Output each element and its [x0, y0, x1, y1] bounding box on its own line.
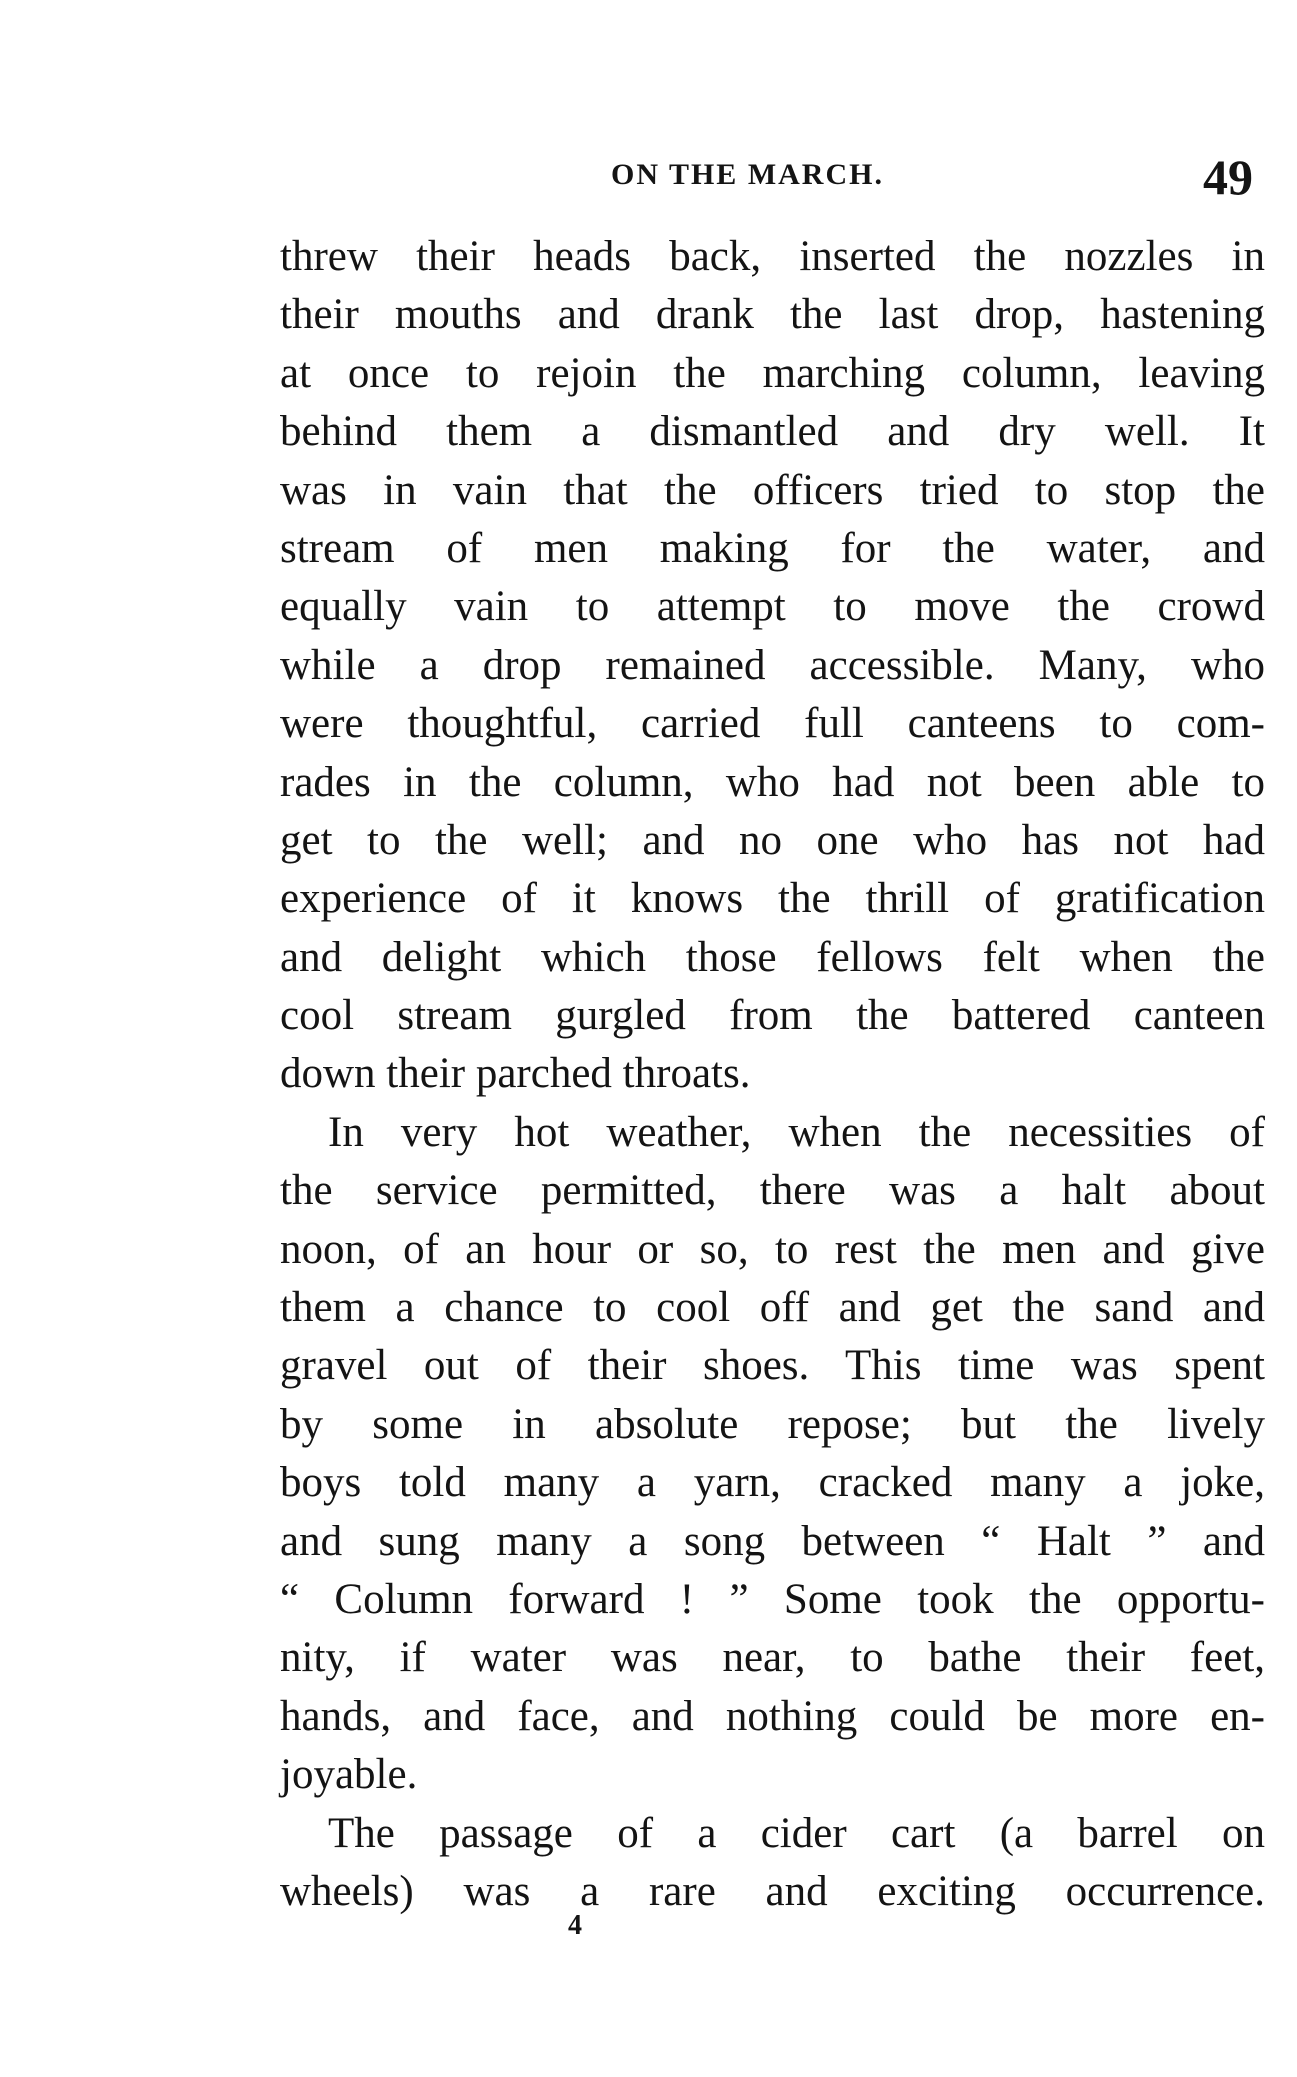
text-line: was in vain that the officers tried to stop the: [280, 466, 1265, 514]
text-line: hands, and face, and nothing could be more en-: [280, 1692, 1265, 1740]
text-line: the service permitted, there was a halt about: [280, 1167, 1265, 1215]
text-line: gravel out of their shoes. This time was spent: [280, 1342, 1265, 1390]
page-number: 49: [1203, 149, 1253, 205]
text-line: threw their heads back, inserted the nozzles in: [280, 233, 1265, 280]
body-text: [280, 228, 1265, 1921]
text-line: noon, of an hour or so, to rest the men and give: [280, 1225, 1265, 1273]
text-line: were thoughtful, carried full canteens to com-: [280, 700, 1265, 748]
text-line: nity, if water was near, to bathe their feet,: [280, 1634, 1265, 1682]
signature-mark: 4: [568, 1910, 582, 1941]
text-line: experience of it knows the thrill of gratification: [280, 875, 1265, 923]
text-line: cool stream gurgled from the battered canteen: [280, 992, 1265, 1040]
text-line: rades in the column, who had not been able to: [280, 758, 1265, 806]
text-line: In very hot weather, when the necessities of: [328, 1108, 1265, 1156]
text-line: at once to rejoin the marching column, leaving: [280, 349, 1265, 397]
text-line: wheels) was a rare and exciting occurrence.: [280, 1867, 1265, 1915]
running-title: ON THE MARCH.: [611, 158, 884, 191]
text-line: behind them a dismantled and dry well. It: [280, 408, 1265, 456]
text-line: down their parched throats.: [280, 1050, 751, 1098]
text-line: joyable.: [280, 1751, 418, 1799]
text-line: “ Column forward ! ” Some took the opportu-: [280, 1575, 1265, 1623]
text-line: them a chance to cool off and get the sand and: [280, 1284, 1265, 1332]
running-head: [285, 150, 1265, 210]
text-line: their mouths and drank the last drop, hastening: [280, 291, 1265, 339]
text-line: and delight which those fellows felt when the: [280, 933, 1265, 981]
text-line: equally vain to attempt to move the crowd: [280, 583, 1265, 631]
text-line: by some in absolute repose; but the lively: [280, 1400, 1265, 1448]
text-line: stream of men making for the water, and: [280, 524, 1265, 572]
text-line: get to the well; and no one who has not had: [280, 816, 1265, 864]
text-line: boys told many a yarn, cracked many a joke,: [280, 1459, 1265, 1507]
text-line: and sung many a song between “ Halt ” and: [280, 1517, 1265, 1565]
text-line: The passage of a cider cart (a barrel on: [328, 1809, 1265, 1857]
text-line: while a drop remained accessible. Many, who: [280, 641, 1265, 689]
